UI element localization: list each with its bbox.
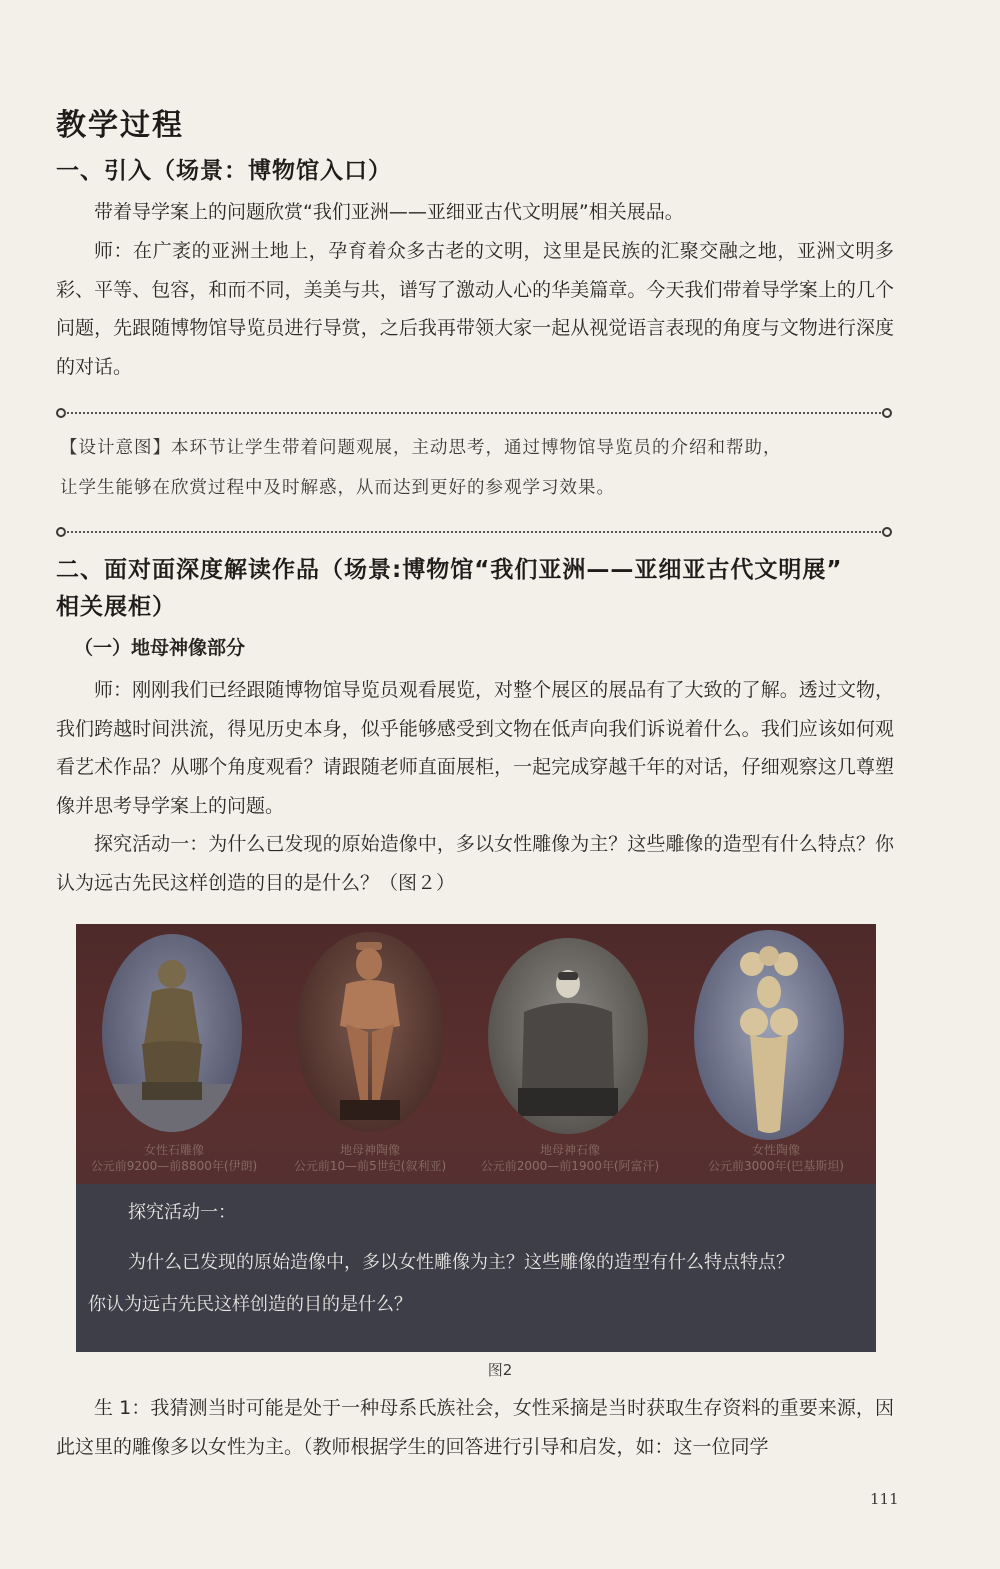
stone-figurine-icon: [102, 934, 242, 1132]
statue-name: 地母神石像: [539, 1143, 600, 1157]
design-intent-top-rule: [56, 408, 892, 418]
statue-photo-3: [488, 938, 648, 1134]
statue-date: 公元前10—前5世纪(叙利亚): [293, 1159, 447, 1173]
statue-name: 女性陶像: [751, 1143, 800, 1157]
section2-title-line1: 二、面对面深度解读作品（场景:博物馆“我们亚洲——亚细亚古代文明展”: [56, 557, 843, 583]
page-number: 111: [870, 1490, 899, 1508]
statue-photo-1: [102, 934, 242, 1132]
statue-caption-2: [272, 1142, 468, 1174]
statue-name: 女性石雕像: [143, 1143, 204, 1157]
statue-photo-4: [694, 930, 844, 1140]
figure-activity-panel: [76, 1184, 876, 1352]
design-intent-bottom-rule: [56, 527, 892, 537]
rule-line: [64, 412, 884, 414]
statue-date: 公元前3000年(巴基斯坦): [708, 1159, 844, 1173]
section2-title-line2: 相关展柜）: [56, 594, 176, 620]
rule-end-dot: [882, 408, 892, 418]
page-heading: 教学过程: [56, 108, 184, 143]
clay-figurine-icon: [296, 932, 444, 1132]
activity-question-1: 为什么已发现的原始造像中，多以女性雕像为主？这些雕像的造型有什么特点特点？: [128, 1252, 794, 1273]
statue-date: 公元前2000—前1900年(阿富汗): [480, 1159, 660, 1173]
statue-name: 地母神陶像: [339, 1143, 400, 1157]
design-intent-line1: 【设计意图】本环节让学生带着问题观展，主动思考，通过博物馆导览员的介绍和帮助，: [60, 438, 782, 458]
clay-female-figure-icon: [694, 930, 844, 1140]
statue-caption-3: [472, 1142, 668, 1174]
activity-question-2: 你认为远古先民这样创造的目的是什么？: [88, 1294, 412, 1315]
section1-para1: 带着导学案上的问题欣赏“我们亚洲——亚细亚古代文明展”相关展品。: [94, 201, 684, 223]
figure-label: 图2: [487, 1361, 513, 1379]
student-answer-para: 生 1：我猜测当时可能是处于一种母系氏族社会，女性采摘是当时获取生存资料的重要来源，因此这里的雕像多以女性为主。（教师根据学生的回答进行引导和启发，如：这一位同学: [56, 1397, 894, 1458]
figure-photo-strip: [76, 924, 876, 1184]
activity-title: 探究活动一：: [128, 1202, 236, 1223]
statue-caption-4: [676, 1142, 876, 1174]
statue-date: 公元前9200—前8800年(伊朗): [90, 1159, 258, 1173]
subsection-title: （一）地母神像部分: [74, 637, 246, 659]
rule-line: [64, 531, 884, 533]
statue-caption-1: [76, 1142, 272, 1174]
section2-title: [56, 552, 906, 626]
rule-end-dot: [882, 527, 892, 537]
section1-para2: 师：在广袤的亚洲土地上，孕育着众多古老的文明，这里是民族的汇聚交融之地，亚洲文明多彩、平等、包容，和而不同，美美与共，谱写了激动人心的华美篇章。今天我们带着导学案上的几个问题，先跟随博物馆导览员进行导赏，之后我再带领大家一起从视觉语言表现的角度与文物进行深度的对话。: [56, 240, 894, 378]
stone-goddess-icon: [488, 938, 648, 1134]
statue-photo-2: [296, 932, 444, 1132]
section1-title: 一、引入（场景：博物馆入口）: [56, 158, 392, 184]
figure-2: [76, 924, 876, 1352]
design-intent: [60, 428, 896, 508]
section2-para1: 师：刚刚我们已经跟随博物馆导览员观看展览，对整个展区的展品有了大致的了解。透过文物，我们跨越时间洪流，得见历史本身，似乎能够感受到文物在低声向我们诉说着什么。我们应该如何观看艺术作品？从哪个角度观看？请跟随老师直面展柜，一起完成穿越千年的对话，仔细观察这几尊塑像并思考导学案上的问题。: [56, 679, 894, 817]
section2-para2: 探究活动一：为什么已发现的原始造像中，多以女性雕像为主？这些雕像的造型有什么特点？你认为远古先民这样创造的目的是什么？（图２）: [56, 833, 894, 894]
design-intent-line2: 让学生能够在欣赏过程中及时解惑，从而达到更好的参观学习效果。: [60, 478, 615, 498]
